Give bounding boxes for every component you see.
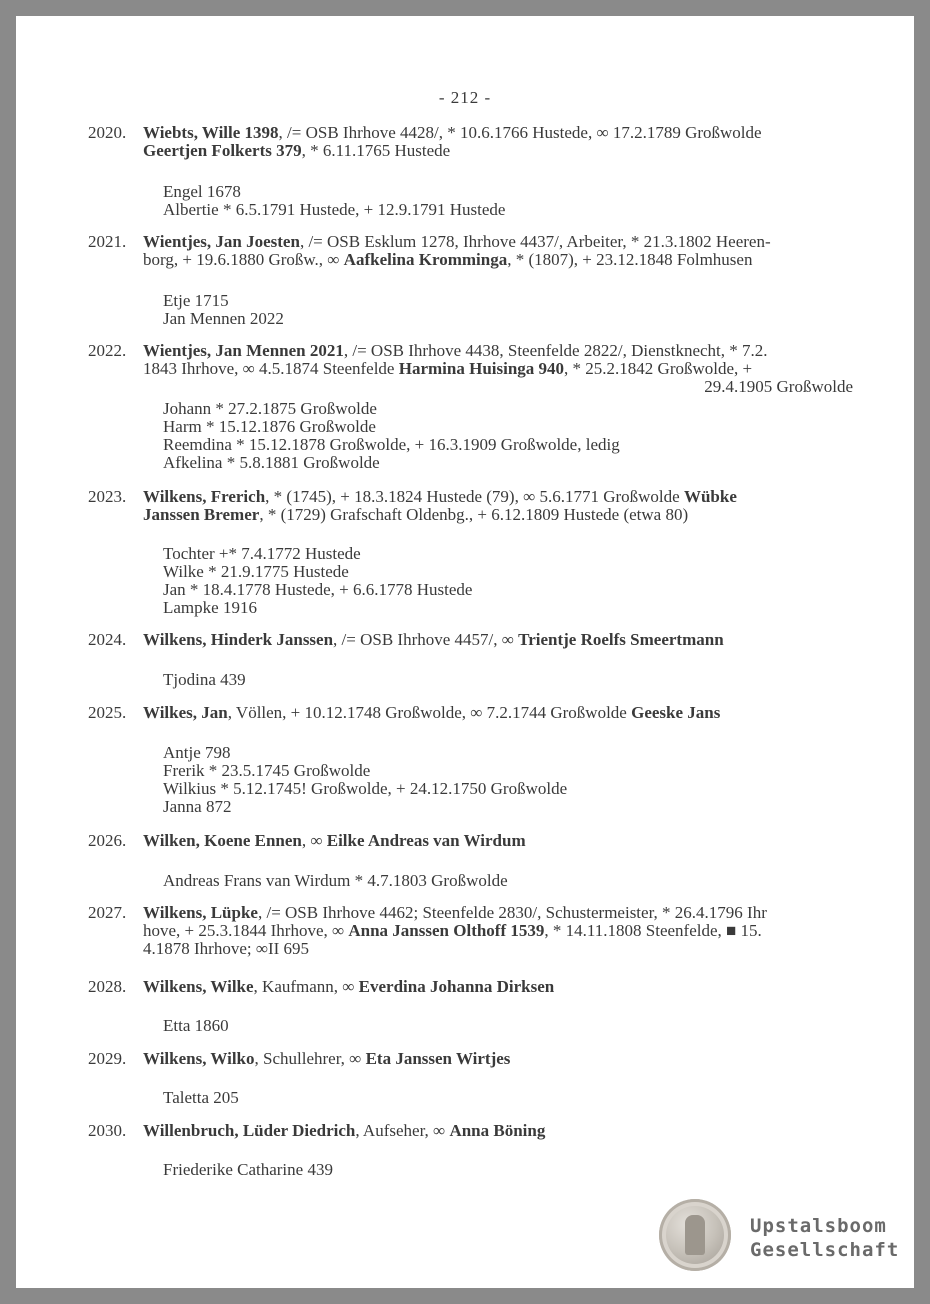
child-item: Wilkius * 5.12.1745! Großwolde, + 24.12.1750 Großwolde — [163, 779, 568, 798]
children-list — [163, 183, 843, 219]
child-item: Afkelina * 5.8.1881 Großwolde — [163, 453, 380, 472]
entry-number: 2024. — [88, 630, 127, 649]
child-item: Lampke 1916 — [163, 598, 257, 617]
entry-text: Wilken, Koene Ennen, ∞ Eilke Andreas van Wirdum — [143, 831, 526, 850]
entry-text: Wientjes, Jan Joesten, /= OSB Esklum 1278, Ihrhove 4437/, Arbeiter, * 21.3.1802 Heeren- borg, + 19.6.1880 Großw., ∞ Aafkelina Kromminga, * (1807), + 23.12.1848 Folmhusen — [143, 232, 771, 269]
entry-text: Wilkens, Frerich, * (1745), + 18.3.1824 Hustede (79), ∞ 5.6.1771 Großwolde Wübke Janssen Bremer, * (1729) Grafschaft Oldenbg., + 6.12.1809 Hustede (etwa 80) — [143, 487, 737, 524]
entry-text: Wiebts, Wille 1398, /= OSB Ihrhove 4428/, * 10.6.1766 Hustede, ∞ 17.2.1789 Großwolde Geertjen Folkerts 379, * 6.11.1765 Hustede — [143, 123, 762, 160]
children-list — [163, 292, 843, 328]
child-item: Wilke * 21.9.1775 Hustede — [163, 562, 349, 581]
children-list — [163, 400, 843, 472]
child-item: Tjodina 439 — [163, 670, 246, 689]
children-list — [163, 744, 843, 816]
child-item: Johann * 27.2.1875 Großwolde — [163, 399, 377, 418]
entry-text: Wilkes, Jan, Völlen, + 10.12.1748 Großwolde, ∞ 7.2.1744 Großwolde Geeske Jans — [143, 703, 721, 722]
entry-number: 2027. — [88, 903, 127, 922]
logo-line-2: Gesellschaft — [750, 1239, 900, 1261]
entry-text: Wilkens, Wilke, Kaufmann, ∞ Everdina Johanna Dirksen — [143, 977, 555, 996]
logo-line-1: Upstalsboom — [750, 1215, 887, 1237]
child-item: Jan Mennen 2022 — [163, 309, 284, 328]
child-item: Etje 1715 — [163, 291, 229, 310]
children-list — [163, 671, 843, 689]
child-item: Reemdina * 15.12.1878 Großwolde, + 16.3.1909 Großwolde, ledig — [163, 435, 620, 454]
child-item: Janna 872 — [163, 797, 232, 816]
child-item: Engel 1678 — [163, 182, 241, 201]
entry-text: Wilkens, Hinderk Janssen, /= OSB Ihrhove 4457/, ∞ Trientje Roelfs Smeertmann — [143, 630, 724, 649]
child-item: Jan * 18.4.1778 Hustede, + 6.6.1778 Hustede — [163, 580, 473, 599]
child-item: Taletta 205 — [163, 1088, 239, 1107]
entry-number: 2022. — [88, 341, 127, 360]
child-item: Harm * 15.12.1876 Großwolde — [163, 417, 376, 436]
children-list — [163, 1089, 843, 1107]
entry-number: 2020. — [88, 123, 127, 142]
society-seal-icon — [659, 1199, 731, 1271]
entry-text: Wilkens, Wilko, Schullehrer, ∞ Eta Janssen Wirtjes — [143, 1049, 511, 1068]
entry-number: 2028. — [88, 977, 127, 996]
child-item: Frerik * 23.5.1745 Großwolde — [163, 761, 371, 780]
entry-text: Willenbruch, Lüder Diedrich, Aufseher, ∞ Anna Böning — [143, 1121, 546, 1140]
page-number: - 212 - — [438, 88, 492, 107]
child-item: Tochter +* 7.4.1772 Hustede — [163, 544, 361, 563]
entry-number: 2025. — [88, 703, 127, 722]
child-item: Antje 798 — [163, 743, 231, 762]
children-list — [163, 1161, 843, 1179]
entry-number: 2023. — [88, 487, 127, 506]
children-list — [163, 1017, 843, 1035]
society-logo-text — [750, 1214, 910, 1262]
entry-text: Wientjes, Jan Mennen 2021, /= OSB Ihrhove 4438, Steenfelde 2822/, Dienstknecht, * 7.2. 1843 Ihrhove, ∞ 4.5.1874 Steenfelde Harmina Huisinga 940, * 25.2.1842 Großwolde, + 29.4.1905 Großwolde — [143, 341, 853, 396]
entry-number: 2030. — [88, 1121, 127, 1140]
entry-number: 2029. — [88, 1049, 127, 1068]
child-item: Etta 1860 — [163, 1016, 229, 1035]
child-item: Andreas Frans van Wirdum * 4.7.1803 Großwolde — [163, 871, 508, 890]
child-item: Friederike Catharine 439 — [163, 1160, 333, 1179]
entry-number: 2026. — [88, 831, 127, 850]
children-list — [163, 872, 843, 890]
children-list — [163, 545, 843, 617]
child-item: Albertie * 6.5.1791 Hustede, + 12.9.1791 Hustede — [163, 200, 506, 219]
entry-text: Wilkens, Lüpke, /= OSB Ihrhove 4462; Steenfelde 2830/, Schustermeister, * 26.4.1796 Ihr hove, + 25.3.1844 Ihrhove, ∞ Anna Janssen Olthoff 1539, * 14.11.1808 Steenfelde, ■ 15. 4.1878 Ihrhove; ∞II 695 — [143, 903, 767, 958]
entry-number: 2021. — [88, 232, 127, 251]
